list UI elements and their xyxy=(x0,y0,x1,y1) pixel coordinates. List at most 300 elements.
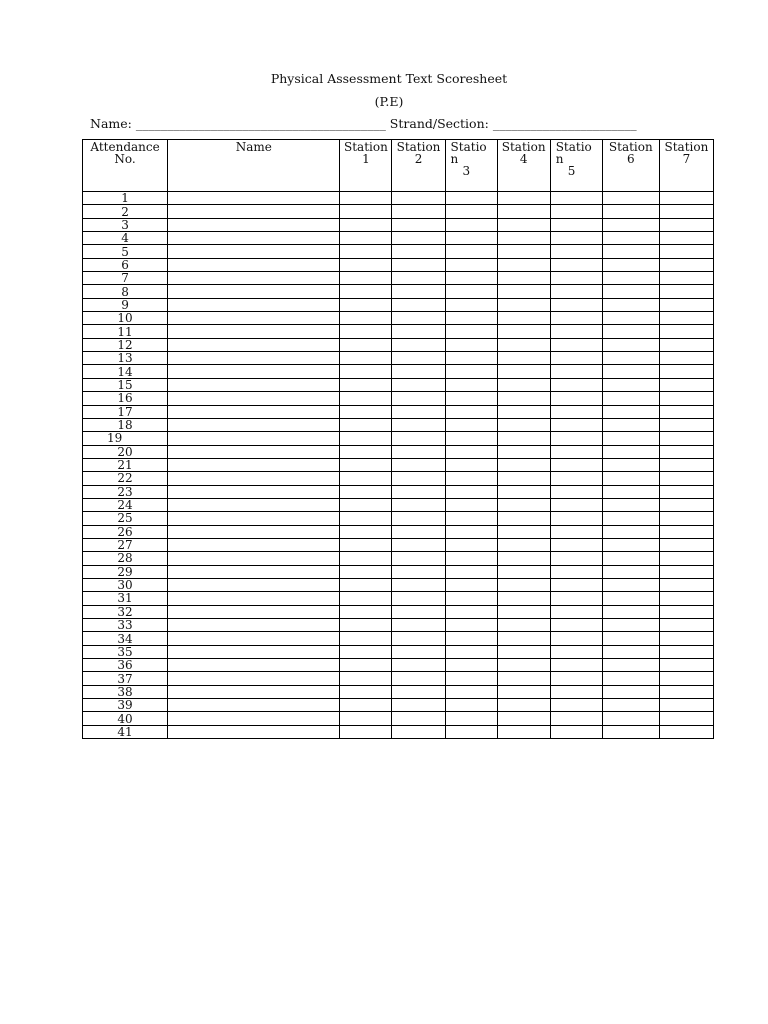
station-6-cell xyxy=(602,672,659,685)
station-2-cell xyxy=(392,232,445,245)
station-7-cell xyxy=(659,472,713,485)
station-6-cell xyxy=(602,592,659,605)
station-3-cell xyxy=(445,312,497,325)
table-row xyxy=(83,218,714,231)
station-2-cell xyxy=(392,645,445,658)
station-3-cell xyxy=(445,245,497,258)
station-7-cell xyxy=(659,632,713,645)
station-5-cell xyxy=(550,405,602,418)
name-cell xyxy=(168,272,340,285)
station-6-cell xyxy=(602,298,659,311)
station-2-cell xyxy=(392,392,445,405)
station-1-cell xyxy=(340,405,392,418)
station-7-cell xyxy=(659,218,713,231)
name-cell xyxy=(168,192,340,205)
station-4-cell xyxy=(497,525,550,538)
name-cell xyxy=(168,605,340,618)
station-5-cell xyxy=(550,458,602,471)
attendance-number: 10 xyxy=(83,312,168,325)
attendance-number: 16 xyxy=(83,392,168,405)
name-cell xyxy=(168,365,340,378)
station-5-cell xyxy=(550,472,602,485)
station-6-cell xyxy=(602,458,659,471)
station-4-cell xyxy=(497,565,550,578)
station-4-cell xyxy=(497,592,550,605)
station-2-cell xyxy=(392,418,445,431)
attendance-number: 37 xyxy=(83,672,168,685)
name-cell xyxy=(168,445,340,458)
table-row xyxy=(83,725,714,738)
attendance-number: 30 xyxy=(83,578,168,591)
station-3-cell xyxy=(445,605,497,618)
station-3-cell xyxy=(445,405,497,418)
station-7-cell xyxy=(659,378,713,391)
table-row xyxy=(83,458,714,471)
station-7-cell xyxy=(659,205,713,218)
station-2-cell xyxy=(392,525,445,538)
attendance-number: 13 xyxy=(83,352,168,365)
station-4-cell xyxy=(497,378,550,391)
station-6-cell xyxy=(602,699,659,712)
station-4-cell xyxy=(497,218,550,231)
station-3-cell xyxy=(445,298,497,311)
station-5-cell xyxy=(550,232,602,245)
station-4-cell xyxy=(497,405,550,418)
station-5-cell xyxy=(550,525,602,538)
name-cell xyxy=(168,338,340,351)
attendance-number: 15 xyxy=(83,378,168,391)
station-7-cell xyxy=(659,512,713,525)
station-7-cell xyxy=(659,312,713,325)
station-2-cell xyxy=(392,538,445,551)
station-4-cell xyxy=(497,338,550,351)
station-6-cell xyxy=(602,725,659,738)
station-7-cell xyxy=(659,498,713,511)
station-3-cell xyxy=(445,432,497,445)
table-row xyxy=(83,418,714,431)
attendance-header: Attendance No. xyxy=(83,140,168,192)
station-1-cell xyxy=(340,258,392,271)
table-row xyxy=(83,592,714,605)
station-2-cell xyxy=(392,432,445,445)
station-3-cell xyxy=(445,472,497,485)
table-row xyxy=(83,245,714,258)
station-3-cell xyxy=(445,538,497,551)
attendance-number: 8 xyxy=(83,285,168,298)
name-cell xyxy=(168,325,340,338)
station-2-cell xyxy=(392,298,445,311)
station-5-cell xyxy=(550,498,602,511)
station-5-cell xyxy=(550,659,602,672)
attendance-number: 29 xyxy=(83,565,168,578)
station-5-cell xyxy=(550,338,602,351)
attendance-number: 40 xyxy=(83,712,168,725)
name-cell xyxy=(168,565,340,578)
station-3-cell xyxy=(445,659,497,672)
station-6-cell xyxy=(602,578,659,591)
scoresheet-body xyxy=(83,192,714,739)
station-4-cell xyxy=(497,232,550,245)
attendance-number: 9 xyxy=(83,298,168,311)
table-row xyxy=(83,232,714,245)
station-6-cell xyxy=(602,712,659,725)
station-6-cell xyxy=(602,232,659,245)
station-5-cell xyxy=(550,565,602,578)
station-5-cell xyxy=(550,312,602,325)
station-6-cell xyxy=(602,205,659,218)
station-2-cell xyxy=(392,632,445,645)
station-7-cell xyxy=(659,659,713,672)
station-6-cell xyxy=(602,619,659,632)
station-1-cell xyxy=(340,325,392,338)
station-7-cell xyxy=(659,605,713,618)
station-7-cell xyxy=(659,619,713,632)
station-2-cell xyxy=(392,405,445,418)
name-cell xyxy=(168,632,340,645)
station-6-cell xyxy=(602,472,659,485)
station-1-cell xyxy=(340,245,392,258)
station-7-cell xyxy=(659,485,713,498)
station-6-cell xyxy=(602,632,659,645)
station-7-cell xyxy=(659,245,713,258)
attendance-number: 1 xyxy=(83,192,168,205)
name-cell xyxy=(168,285,340,298)
station-1-cell xyxy=(340,632,392,645)
station-5-cell xyxy=(550,392,602,405)
station-7-cell xyxy=(659,298,713,311)
attendance-number: 34 xyxy=(83,632,168,645)
station-3-cell xyxy=(445,632,497,645)
station-4-cell xyxy=(497,298,550,311)
station-5-cell xyxy=(550,512,602,525)
station-7-cell xyxy=(659,445,713,458)
station-4-cell xyxy=(497,312,550,325)
station-2-cell xyxy=(392,192,445,205)
table-row xyxy=(83,365,714,378)
name-cell xyxy=(168,725,340,738)
station-5-cell xyxy=(550,272,602,285)
station-5-cell xyxy=(550,285,602,298)
station-3-cell xyxy=(445,365,497,378)
station-4-cell xyxy=(497,445,550,458)
attendance-number: 26 xyxy=(83,525,168,538)
station-1-cell xyxy=(340,378,392,391)
station-5-cell xyxy=(550,325,602,338)
station-6-cell xyxy=(602,258,659,271)
station-1-cell xyxy=(340,699,392,712)
station-1-cell xyxy=(340,672,392,685)
table-row xyxy=(83,632,714,645)
station-7-cell xyxy=(659,565,713,578)
station-3-cell xyxy=(445,485,497,498)
station-2-cell xyxy=(392,552,445,565)
table-row xyxy=(83,378,714,391)
name-cell xyxy=(168,645,340,658)
station-1-cell xyxy=(340,192,392,205)
station-5-cell xyxy=(550,592,602,605)
station-7-cell xyxy=(659,232,713,245)
attendance-number: 2 xyxy=(83,205,168,218)
station-5-cell xyxy=(550,258,602,271)
station-4-cell xyxy=(497,538,550,551)
station-4-cell xyxy=(497,365,550,378)
name-cell xyxy=(168,232,340,245)
station-7-cell xyxy=(659,538,713,551)
station-2-cell xyxy=(392,619,445,632)
station-4-cell xyxy=(497,498,550,511)
station-6-cell xyxy=(602,378,659,391)
station-1-cell xyxy=(340,712,392,725)
station-5-cell xyxy=(550,418,602,431)
station-2-cell xyxy=(392,458,445,471)
station-5-cell xyxy=(550,445,602,458)
station-3-cell xyxy=(445,232,497,245)
station-1-cell xyxy=(340,338,392,351)
station-3-cell xyxy=(445,498,497,511)
station-1-cell xyxy=(340,205,392,218)
station-4-cell xyxy=(497,619,550,632)
station-2-cell xyxy=(392,485,445,498)
station-2-cell xyxy=(392,512,445,525)
station-5-cell xyxy=(550,378,602,391)
station-5-cell xyxy=(550,619,602,632)
name-cell xyxy=(168,498,340,511)
attendance-number: 24 xyxy=(83,498,168,511)
station-4-cell xyxy=(497,245,550,258)
station-2-cell xyxy=(392,285,445,298)
name-cell xyxy=(168,538,340,551)
header-row xyxy=(83,140,714,192)
station-4-cell xyxy=(497,352,550,365)
table-row xyxy=(83,578,714,591)
station-6-cell xyxy=(602,418,659,431)
name-strand-line: Name: ________________________________________ Strand/Section: _______________________ xyxy=(90,116,637,131)
station-6-cell xyxy=(602,245,659,258)
table-row xyxy=(83,405,714,418)
table-row xyxy=(83,205,714,218)
table-row xyxy=(83,552,714,565)
station-2-cell xyxy=(392,725,445,738)
station-1-cell xyxy=(340,525,392,538)
station-2-cell xyxy=(392,565,445,578)
station-5-cell xyxy=(550,685,602,698)
station-7-cell xyxy=(659,525,713,538)
station-4-cell xyxy=(497,605,550,618)
station-7-cell xyxy=(659,458,713,471)
table-row xyxy=(83,498,714,511)
station-3-cell xyxy=(445,285,497,298)
station-5-cell xyxy=(550,538,602,551)
name-cell xyxy=(168,405,340,418)
station-3-cell xyxy=(445,525,497,538)
station-1-cell xyxy=(340,592,392,605)
attendance-number: 23 xyxy=(83,485,168,498)
station-2-cell xyxy=(392,378,445,391)
station-3-cell xyxy=(445,338,497,351)
station-7-cell xyxy=(659,258,713,271)
station-3-cell xyxy=(445,258,497,271)
station-7-cell xyxy=(659,699,713,712)
station-1-cell xyxy=(340,432,392,445)
page-subtitle: (P.E) xyxy=(374,94,404,109)
station-1-cell xyxy=(340,565,392,578)
station-1-cell xyxy=(340,485,392,498)
station-5-cell xyxy=(550,245,602,258)
station-4-header: Station 4 xyxy=(497,140,550,192)
name-cell xyxy=(168,512,340,525)
station-7-cell xyxy=(659,405,713,418)
table-row xyxy=(83,699,714,712)
name-cell xyxy=(168,525,340,538)
station-2-cell xyxy=(392,592,445,605)
station-6-cell xyxy=(602,312,659,325)
station-7-cell xyxy=(659,592,713,605)
station-5-cell xyxy=(550,485,602,498)
station-1-cell xyxy=(340,552,392,565)
table-row xyxy=(83,565,714,578)
table-row xyxy=(83,272,714,285)
station-3-cell xyxy=(445,552,497,565)
name-cell xyxy=(168,699,340,712)
station-6-cell xyxy=(602,659,659,672)
name-cell xyxy=(168,672,340,685)
station-3-cell xyxy=(445,619,497,632)
table-row xyxy=(83,472,714,485)
station-2-cell xyxy=(392,312,445,325)
table-row xyxy=(83,485,714,498)
station-6-cell xyxy=(602,392,659,405)
station-5-cell xyxy=(550,578,602,591)
station-5-cell xyxy=(550,632,602,645)
station-2-cell xyxy=(392,245,445,258)
station-7-header: Station 7 xyxy=(659,140,713,192)
table-row xyxy=(83,685,714,698)
table-row xyxy=(83,352,714,365)
table-row xyxy=(83,432,714,445)
station-4-cell xyxy=(497,725,550,738)
station-4-cell xyxy=(497,272,550,285)
attendance-number: 21 xyxy=(83,458,168,471)
station-2-cell xyxy=(392,205,445,218)
attendance-number: 32 xyxy=(83,605,168,618)
station-1-cell xyxy=(340,498,392,511)
station-3-cell xyxy=(445,725,497,738)
station-7-cell xyxy=(659,552,713,565)
station-5-cell xyxy=(550,725,602,738)
name-cell xyxy=(168,418,340,431)
name-cell xyxy=(168,218,340,231)
station-1-cell xyxy=(340,578,392,591)
table-row xyxy=(83,298,714,311)
station-3-cell xyxy=(445,578,497,591)
station-3-cell xyxy=(445,392,497,405)
station-7-cell xyxy=(659,418,713,431)
station-6-cell xyxy=(602,538,659,551)
table-row xyxy=(83,445,714,458)
station-2-cell xyxy=(392,699,445,712)
attendance-number: 6 xyxy=(83,258,168,271)
attendance-number: 22 xyxy=(83,472,168,485)
station-5-cell xyxy=(550,672,602,685)
station-1-cell xyxy=(340,365,392,378)
station-6-cell xyxy=(602,605,659,618)
station-3-cell xyxy=(445,645,497,658)
attendance-number: 36 xyxy=(83,659,168,672)
station-3-cell xyxy=(445,218,497,231)
attendance-number: 35 xyxy=(83,645,168,658)
attendance-number: 41 xyxy=(83,725,168,738)
name-cell xyxy=(168,659,340,672)
station-5-cell xyxy=(550,605,602,618)
station-7-cell xyxy=(659,192,713,205)
station-6-cell xyxy=(602,645,659,658)
page-title: Physical Assessment Text Scoresheet xyxy=(270,71,508,86)
station-4-cell xyxy=(497,325,550,338)
station-6-cell xyxy=(602,405,659,418)
station-2-cell xyxy=(392,445,445,458)
station-5-cell xyxy=(550,352,602,365)
name-cell xyxy=(168,432,340,445)
station-2-cell xyxy=(392,672,445,685)
attendance-number: 14 xyxy=(83,365,168,378)
station-5-header: Statio n 5 xyxy=(550,140,602,192)
station-2-cell xyxy=(392,578,445,591)
station-5-cell xyxy=(550,205,602,218)
station-4-cell xyxy=(497,432,550,445)
station-3-cell xyxy=(445,592,497,605)
station-1-cell xyxy=(340,218,392,231)
station-4-cell xyxy=(497,552,550,565)
attendance-number: 28 xyxy=(83,552,168,565)
station-6-cell xyxy=(602,485,659,498)
station-2-cell xyxy=(392,498,445,511)
station-7-cell xyxy=(659,338,713,351)
station-7-cell xyxy=(659,645,713,658)
name-cell xyxy=(168,685,340,698)
station-5-cell xyxy=(550,699,602,712)
station-6-cell xyxy=(602,685,659,698)
attendance-number: 12 xyxy=(83,338,168,351)
station-6-cell xyxy=(602,218,659,231)
name-header: Name xyxy=(168,140,340,192)
name-cell xyxy=(168,458,340,471)
station-3-cell xyxy=(445,378,497,391)
name-cell xyxy=(168,552,340,565)
station-1-cell xyxy=(340,512,392,525)
station-2-cell xyxy=(392,272,445,285)
station-6-cell xyxy=(602,525,659,538)
name-cell xyxy=(168,298,340,311)
scoresheet-table xyxy=(82,139,714,739)
table-row xyxy=(83,659,714,672)
station-3-header: Statio n 3 xyxy=(445,140,497,192)
attendance-number: 38 xyxy=(83,685,168,698)
station-3-cell xyxy=(445,272,497,285)
attendance-number: 17 xyxy=(83,405,168,418)
table-row xyxy=(83,312,714,325)
station-4-cell xyxy=(497,712,550,725)
attendance-number: 39 xyxy=(83,699,168,712)
attendance-number: 19 xyxy=(83,432,168,445)
station-6-cell xyxy=(602,552,659,565)
attendance-number: 11 xyxy=(83,325,168,338)
station-1-cell xyxy=(340,445,392,458)
station-2-cell xyxy=(392,712,445,725)
station-1-cell xyxy=(340,458,392,471)
station-3-cell xyxy=(445,325,497,338)
station-6-cell xyxy=(602,338,659,351)
table-row xyxy=(83,285,714,298)
